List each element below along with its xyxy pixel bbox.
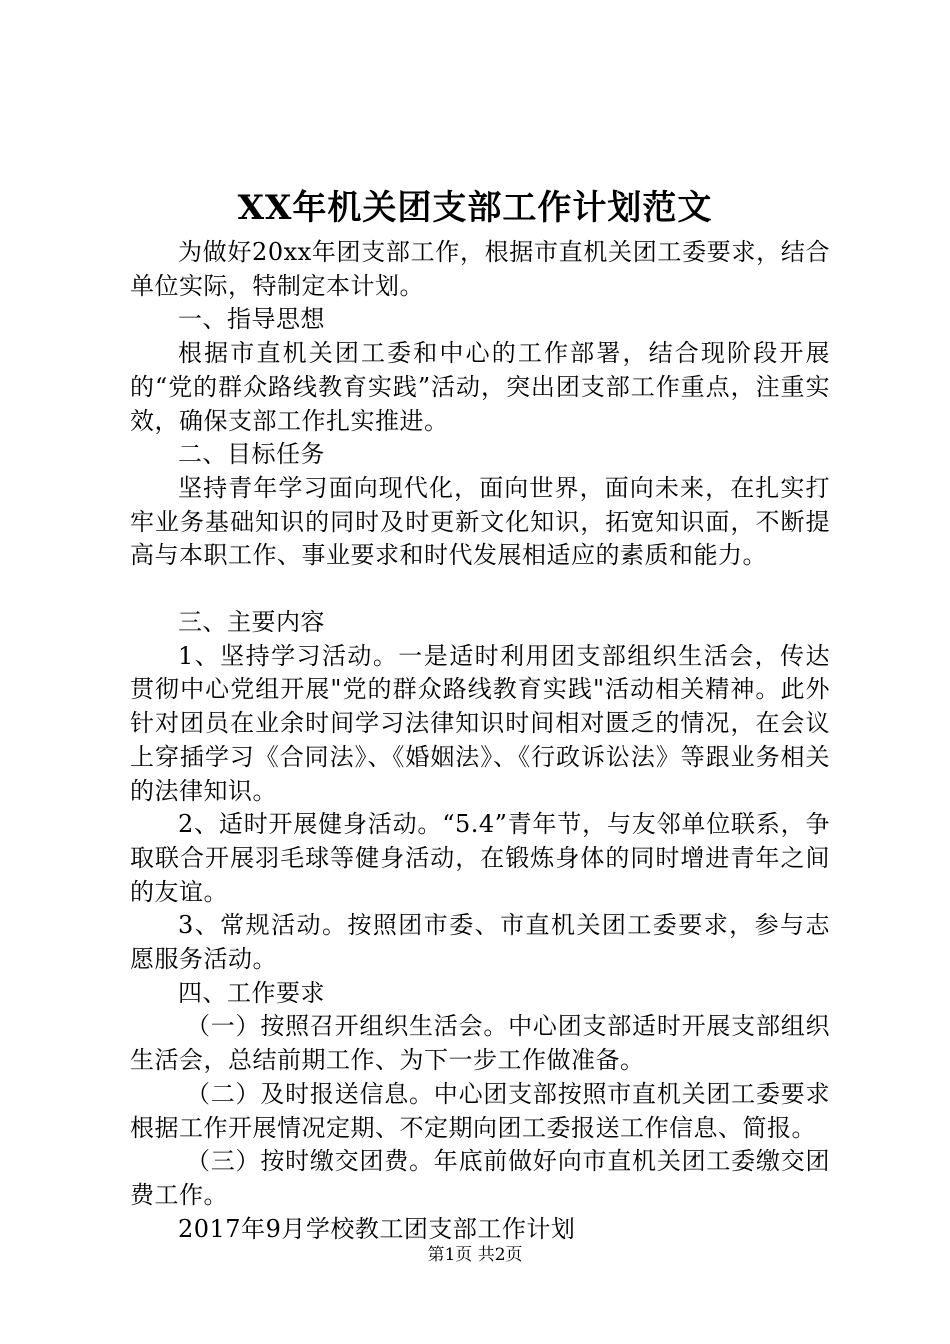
blank-line xyxy=(130,573,830,606)
guiding-ideology-paragraph: 根据市直机关团工委和中心的工作部署，结合现阶段开展的“党的群众路线教育实践”活动，突出团支部工作重点，注重实效，确保支部工作扎实推进。 xyxy=(130,339,830,435)
section-heading-guiding-ideology: 一、指导思想 xyxy=(178,305,325,334)
section-heading-goals: 二、目标任务 xyxy=(178,440,325,469)
document-body xyxy=(130,236,830,1246)
document-title: XX年机关团支部工作计划范文 xyxy=(237,188,713,228)
related-title-line: 2017年9月学校教工团支部工作计划 xyxy=(178,1214,576,1243)
section-heading-requirements: 四、工作要求 xyxy=(178,978,325,1007)
page-number-footer: 第1页 共2页 xyxy=(427,1245,523,1265)
content-item-3: 3、常规活动。按照团市委、市直机关团工委要求，参与志愿服务活动。 xyxy=(130,911,830,974)
requirement-item-2: （二）及时报送信息。中心团支部按照市直机关团工委要求根据工作开展情况定期、不定期向团工委报送工作信息、简报。 xyxy=(130,1079,830,1142)
section-heading-main-content: 三、主要内容 xyxy=(178,608,325,637)
goals-paragraph: 坚持青年学习面向现代化，面向世界，面向未来，在扎实打牢业务基础知识的同时及时更新文化知识，拓宽知识面，不断提高与本职工作、事业要求和时代发展相适应的素质和能力。 xyxy=(130,473,830,570)
requirement-item-3: （三）按时缴交团费。年底前做好向市直机关团工委缴交团费工作。 xyxy=(130,1147,830,1209)
content-item-2: 2、适时开展健身活动。“5.4”青年节，与友邻单位联系，争取联合开展羽毛球等健身活动，在锻炼身体的同时增进青年之间的友谊。 xyxy=(130,810,830,906)
requirement-item-1: （一）按照召开组织生活会。中心团支部适时开展支部组织生活会，总结前期工作、为下一步工作做准备。 xyxy=(130,1012,830,1075)
content-item-1: 1、坚持学习活动。一是适时利用团支部组织生活会，传达贯彻中心党组开展"党的群众路线教育实践"活动相关精神。此外针对团员在业余时间学习法律知识时间相对匮乏的情况，在会议上穿插学习《合同法》、《婚姻法》、《行政诉讼法》等跟业务相关的法律知识。 xyxy=(130,641,830,805)
intro-paragraph: 为做好20xx年团支部工作，根据市直机关团工委要求，结合单位实际，特制定本计划。 xyxy=(130,238,830,300)
